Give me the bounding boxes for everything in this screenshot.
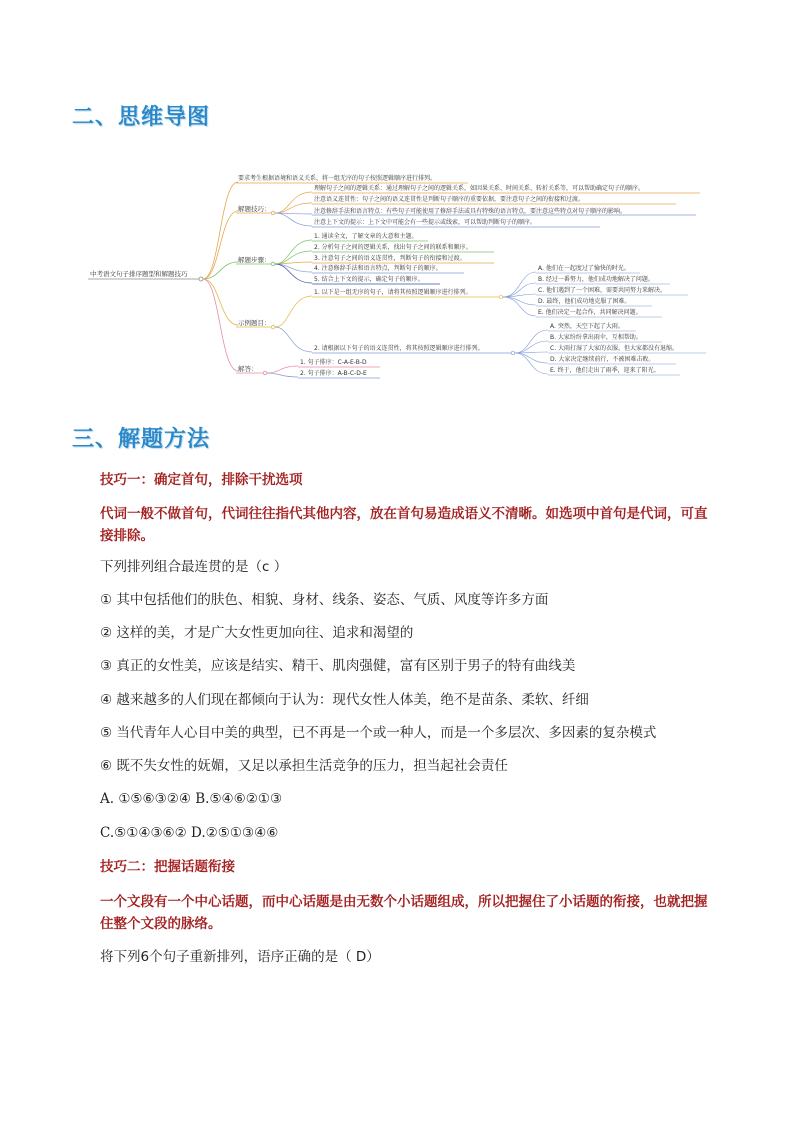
mindmap-root: 中考语文句子排序题型和解题技巧 — [90, 270, 188, 278]
q1-item-5: ⑤ 当代青年人心目中美的典型，已不再是一个或一种人，而是一个多层次、多因素的复杂模式 — [100, 725, 657, 741]
ex2-option-0: A. 突然，天空下起了大雨。 — [550, 323, 624, 330]
branch2-item-1: 2. 分析句子之间的逻辑关系，找出句子之间的联系和顺序。 — [314, 244, 472, 251]
branch2-item-0: 1. 通读全文，了解文章的大意和主题。 — [314, 233, 418, 240]
branch1-item-3: 注意上下文的提示：上下文中可能会有一些提示或线索，可以帮助判断句子的顺序。 — [314, 219, 537, 226]
ex2-option-2: C. 大雨打湿了大家的衣服，但大家都没有退缩。 — [550, 345, 679, 352]
branch1-item-2: 注意修辞手法和语言特点：有些句子可能使用了修辞手法或具有特殊的语言特点，要注意这些特点对句子顺序的影响。 — [314, 208, 627, 215]
ex1-option-0: A. 他们在一起度过了愉快的时光。 — [538, 265, 630, 272]
branch4-item-0: 1. 句子排序：C-A-E-B-D — [300, 359, 367, 366]
branch1-item-0: 理解句子之间的逻辑关系：通过理解句子之间的逻辑关系，如因果关系、时间关系、转折关系等，可以帮助确定句子的顺序。 — [314, 185, 645, 192]
branch4-label: 解答： — [238, 365, 258, 373]
ex2-option-4: E. 终于，他们走出了雨季，迎来了阳光。 — [550, 367, 660, 374]
q1-item-6: ⑥ 既不失女性的妩媚，又足以承担生活竞争的压力，担当起社会责任 — [100, 758, 508, 774]
ex1-option-4: E. 他们决定一起合作，共同解决问题。 — [538, 309, 642, 316]
branch2-item-4: 5. 结合上下文的提示，确定句子的顺序。 — [314, 276, 424, 283]
ex2-option-1: B. 大家纷纷拿出雨伞，互相帮助。 — [550, 334, 642, 341]
q1-item-2: ② 这样的美，才是广大女性更加向往、追求和渴望的 — [100, 625, 414, 641]
ex2-option-3: D. 大家决定继续前行，不被困难击败。 — [550, 356, 655, 363]
connector-b1 — [203, 211, 238, 279]
q1-item-4: ④ 越来越多的人们现在都倾向于认为：现代女性人体美，绝不是苗条、柔软、纤细 — [100, 692, 589, 708]
q1-options-line1: A. ①⑤⑥③②④ B.⑤④⑥②①③ — [100, 791, 283, 807]
branch3-item-1: 2. 请根据以下句子的语义连贯性，将其按照逻辑顺序进行排列。 — [314, 345, 484, 352]
q2-prompt: 将下列6个句子重新排列，语序正确的是（ D） — [100, 949, 380, 965]
mind-map — [80, 168, 720, 388]
q1-item-3: ③ 真正的女性美，应该是结实、精干、肌肉强健，富有区别于男子的特有曲线美 — [100, 658, 576, 674]
ex1-option-3: D. 最终，他们成功地克服了困难。 — [538, 298, 631, 305]
branch2-item-3: 4. 注意修辞手法和语言特点，判断句子的顺序。 — [314, 265, 442, 272]
q1-prompt: 下列排列组合最连贯的是（c ） — [100, 559, 288, 575]
tip1-title: 技巧一：确定首句，排除干扰选项 — [100, 472, 303, 488]
tip2-text: 一个文段有一个中心话题，而中心话题是由无数个小话题组成，所以把握住了小话题的衔接，也就把握住整个文段的脉络。 — [100, 894, 708, 932]
q1-item-1: ① 其中包括他们的肤色、相貌、身材、线条、姿态、气质、风度等许多方面 — [100, 592, 549, 608]
branch1-label: 解题技巧： — [238, 205, 271, 213]
branch0-item: 要求考生根据语境和语义关系，将一组无序的句子按照逻辑顺序进行排列。 — [238, 175, 437, 182]
ex1-option-1: B. 经过一番努力，他们成功地解决了问题。 — [538, 276, 654, 283]
section3-heading: 三、解题方法 — [72, 427, 211, 452]
ex1-option-2: C. 他们遇到了一个困难，需要共同努力来解决。 — [538, 287, 667, 294]
connector-b3 — [203, 279, 238, 325]
connector-b4 — [203, 279, 238, 371]
branch4-item-1: 2. 句子排序：A-B-C-D-E — [300, 370, 367, 377]
branch1-item-1: 注意语义连贯性：句子之间的语义连贯性是判断句子顺序的重要依据，要注意句子之间的衔接和过渡。 — [314, 196, 585, 203]
tip1-text: 代词一般不做首句，代词往往指代其他内容，放在首句易造成语义不清晰。如选项中首句是代词，可直接排除。 — [100, 506, 708, 544]
branch2-item-2: 3. 注意句子之间的语义连贯性，判断句子的衔接和过渡。 — [314, 255, 466, 262]
section2-heading: 二、思维导图 — [72, 105, 211, 130]
branch3-label: 示例题目： — [238, 319, 271, 327]
branch2-label: 解题步骤： — [238, 256, 271, 264]
q1-options-line2: C.⑤①④③⑥② D.②⑤①③④⑥ — [100, 825, 279, 841]
connector-b0 — [203, 182, 238, 279]
tip2-title: 技巧二：把握话题衔接 — [100, 859, 235, 875]
branch3-item-0: 1. 以下是一组无序的句子，请将其按照逻辑顺序进行排列。 — [314, 289, 472, 296]
